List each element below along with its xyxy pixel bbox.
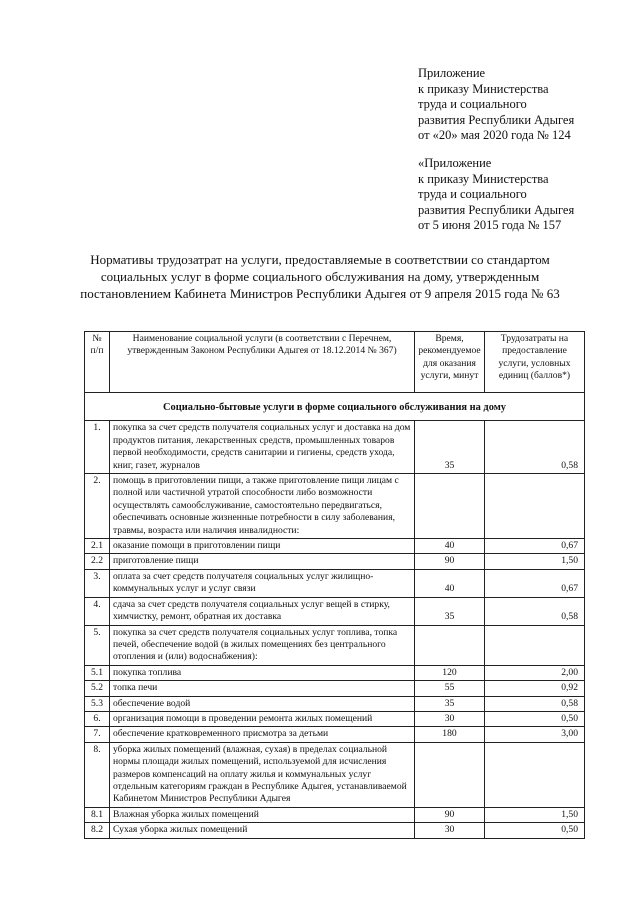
row-service-name: приготовление пищи: [110, 554, 415, 569]
row-labor-units: 0,50: [485, 823, 585, 838]
row-service-name: обеспечение кратковременного присмотра за детьми: [110, 727, 415, 742]
row-number: 1.: [85, 421, 110, 474]
row-labor-units: [485, 625, 585, 665]
row-time-minutes: 90: [415, 807, 485, 822]
document-title: [70, 251, 570, 302]
appendix-line: от 5 июня 2015 года № 157: [418, 218, 562, 232]
row-time-minutes: 35: [415, 696, 485, 711]
row-service-name: Влажная уборка жилых помещений: [110, 807, 415, 822]
appendix-line: труда и социального: [418, 97, 527, 111]
appendix-line: «Приложение: [418, 156, 492, 170]
row-number: 2.: [85, 474, 110, 539]
table-row: [85, 711, 585, 726]
row-labor-units: [485, 474, 585, 539]
table-row: [85, 474, 585, 539]
table-header-row: [85, 332, 585, 393]
row-time-minutes: [415, 474, 485, 539]
appendix-line: от «20» мая 2020 года № 124: [418, 128, 571, 142]
table-row: [85, 625, 585, 665]
row-number: 8.2: [85, 823, 110, 838]
appendix-line: к приказу Министерства: [418, 81, 549, 96]
row-time-minutes: 35: [415, 597, 485, 625]
row-time-minutes: 120: [415, 665, 485, 680]
row-labor-units: 0,67: [485, 539, 585, 554]
row-service-name: уборка жилых помещений (влажная, сухая) в пределах социальной нормы площади жилых помещений, используемой для исчисления размеров компенсаций на оплату жилья и коммунальных услуг отдельным категориям граждан в Республике Адыгея, устанавливаемой Кабинетом Министров Республики Адыгея: [110, 742, 415, 807]
row-labor-units: 0,58: [485, 421, 585, 474]
row-service-name: покупка топлива: [110, 665, 415, 680]
row-time-minutes: [415, 742, 485, 807]
row-time-minutes: 180: [415, 727, 485, 742]
norms-table: [84, 331, 585, 839]
norms-table-wrapper: [84, 331, 584, 839]
table-row: [85, 696, 585, 711]
table-row: [85, 807, 585, 822]
table-row: [85, 539, 585, 554]
table-row: [85, 665, 585, 680]
row-service-name: помощь в приготовлении пищи, а также приготовление пищи лицам с полной или частичной утратой способности либо возможности осуществлять самообслуживание, самостоятельно передвигаться, обеспечивать основные жизненные потребности в силу заболевания, травмы, возраста или наличия инвалидности:: [110, 474, 415, 539]
row-number: 4.: [85, 597, 110, 625]
row-time-minutes: 30: [415, 823, 485, 838]
row-number: 2.1: [85, 539, 110, 554]
table-row: [85, 597, 585, 625]
row-number: 5.: [85, 625, 110, 665]
row-labor-units: [485, 742, 585, 807]
row-number: 8.1: [85, 807, 110, 822]
header-labor: Трудозатраты на предоставление услуги, условных единиц (баллов*): [485, 332, 585, 393]
table-row: [85, 569, 585, 597]
row-labor-units: 0,50: [485, 711, 585, 726]
table-row: [85, 681, 585, 696]
row-time-minutes: 40: [415, 539, 485, 554]
row-number: 6.: [85, 711, 110, 726]
row-labor-units: 0,67: [485, 569, 585, 597]
header-service-name: Наименование социальной услуги (в соответствии с Перечнем, утвержденным Законом Республики Адыгея от 18.12.2014 № 367): [110, 332, 415, 393]
table-row: [85, 727, 585, 742]
appendix-line: развития Республики Адыгея: [418, 112, 575, 127]
row-number: 8.: [85, 742, 110, 807]
row-labor-units: 0,92: [485, 681, 585, 696]
table-row: [85, 554, 585, 569]
section-title: Социально-бытовые услуги в форме социального обслуживания на дому: [85, 393, 585, 421]
title-line: Нормативы трудозатрат на услуги, предоставляемые в соответствии со стандартом: [90, 252, 550, 267]
appendix-block-current: [418, 66, 574, 144]
row-service-name: Сухая уборка жилых помещений: [110, 823, 415, 838]
table-row: [85, 742, 585, 807]
row-service-name: сдача за счет средств получателя социальных услуг вещей в стирку, химчистку, ремонт, обратная их доставка: [110, 597, 415, 625]
header-time: Время, рекомендуемое для оказания услуги, минут: [415, 332, 485, 393]
row-time-minutes: [415, 625, 485, 665]
title-line: постановлением Кабинета Министров Республики Адыгея от 9 апреля 2015 года № 63: [80, 286, 560, 301]
row-time-minutes: 90: [415, 554, 485, 569]
row-service-name: организация помощи в проведении ремонта жилых помещений: [110, 711, 415, 726]
table-row: [85, 823, 585, 838]
row-number: 2.2: [85, 554, 110, 569]
table-body: [85, 393, 585, 839]
row-service-name: покупка за счет средств получателя социальных услуг топлива, топка печей, обеспечение водой (в жилых помещениях без центрального отопления и (или) водоснабжения):: [110, 625, 415, 665]
row-service-name: топка печи: [110, 681, 415, 696]
row-number: 7.: [85, 727, 110, 742]
title-line: социальных услуг в форме социального обслуживания на дому, утвержденным: [100, 269, 540, 284]
row-labor-units: 3,00: [485, 727, 585, 742]
appendix-line: развития Республики Адыгея: [418, 202, 575, 217]
row-labor-units: 1,50: [485, 807, 585, 822]
header-num: № п/п: [85, 332, 110, 393]
row-service-name: покупка за счет средств получателя социальных услуг и доставка на дом продуктов питания, лекарственных средств, промышленных товаров первой необходимости, средств санитарии и гигиены, средств ухода, книг, газет, журналов: [110, 421, 415, 474]
row-number: 5.1: [85, 665, 110, 680]
table-row: [85, 421, 585, 474]
row-service-name: оплата за счет средств получателя социальных услуг жилищно-коммунальных услуг и услуг связи: [110, 569, 415, 597]
row-time-minutes: 55: [415, 681, 485, 696]
row-time-minutes: 30: [415, 711, 485, 726]
row-time-minutes: 35: [415, 421, 485, 474]
row-labor-units: 2,00: [485, 665, 585, 680]
row-labor-units: 0,58: [485, 696, 585, 711]
row-number: 5.3: [85, 696, 110, 711]
appendix-block-original: [418, 156, 574, 234]
row-labor-units: 1,50: [485, 554, 585, 569]
appendix-line: Приложение: [418, 66, 486, 80]
appendix-line: труда и социального: [418, 187, 527, 201]
row-time-minutes: 40: [415, 569, 485, 597]
row-labor-units: 0,58: [485, 597, 585, 625]
row-number: 3.: [85, 569, 110, 597]
row-service-name: обеспечение водой: [110, 696, 415, 711]
row-number: 5.2: [85, 681, 110, 696]
section-row: [85, 393, 585, 421]
appendix-line: к приказу Министерства: [418, 171, 549, 186]
row-service-name: оказание помощи в приготовлении пищи: [110, 539, 415, 554]
